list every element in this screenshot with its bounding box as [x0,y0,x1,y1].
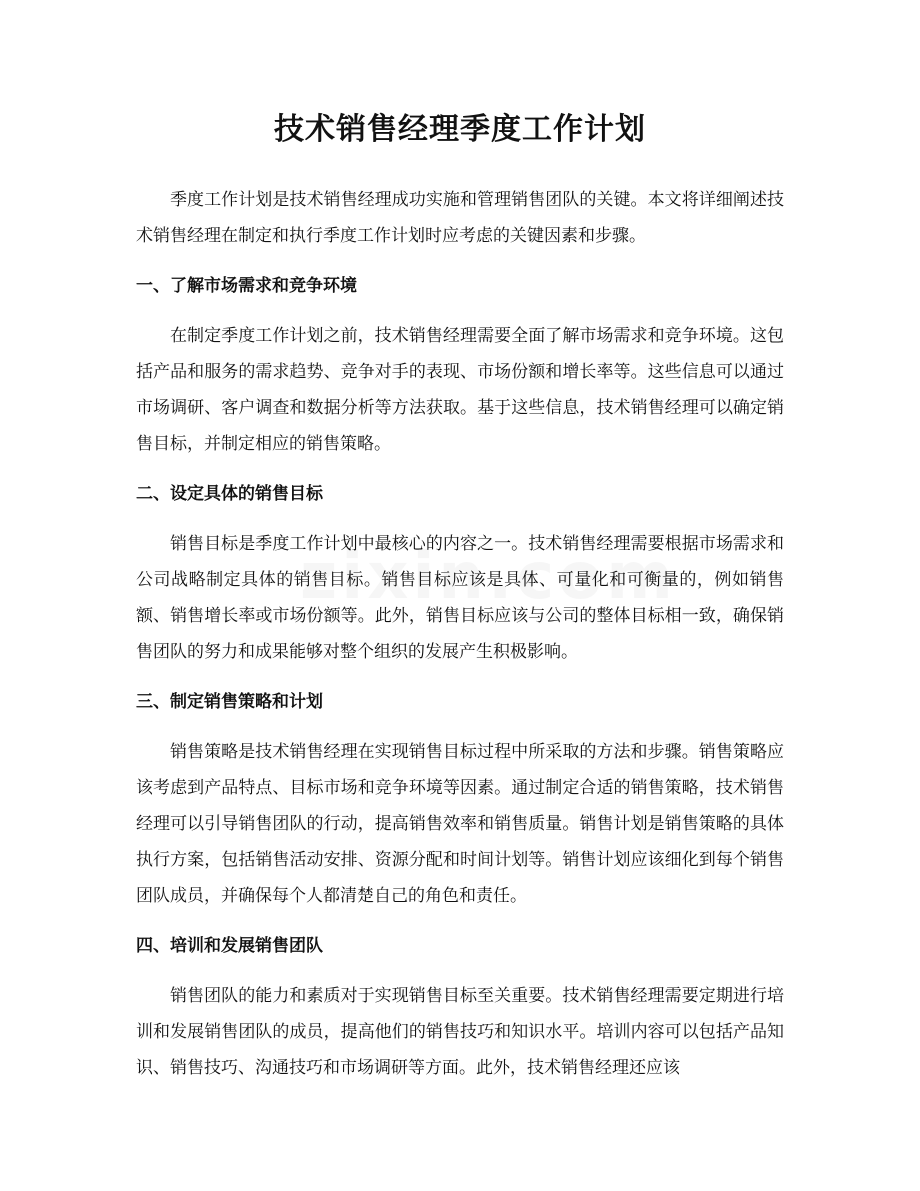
document-body [136,182,784,1086]
section-paragraph-3: 销售策略是技术销售经理在实现销售目标过程中所采取的方法和步骤。销售策略应该考虑到产品特点、目标市场和竞争环境等因素。通过制定合适的销售策略，技术销售经理可以引导销售团队的行动，提高销售效率和销售质量。销售计划是销售策略的具体执行方案，包括销售活动安排、资源分配和时间计划等。销售计划应该细化到每个销售团队成员，并确保每个人都清楚自己的角色和责任。 [136,742,784,906]
section-heading-2: 二、设定具体的销售目标 [136,484,323,504]
section-heading-3: 三、制定销售策略和计划 [136,692,323,712]
section-paragraph-1: 在制定季度工作计划之前，技术销售经理需要全面了解市场需求和竞争环境。这包括产品和服务的需求趋势、竞争对手的表现、市场份额和增长率等。这些信息可以通过市场调研、客户调查和数据分析等方法获取。基于这些信息，技术销售经理可以确定销售目标，并制定相应的销售策略。 [136,326,784,454]
intro-paragraph: 季度工作计划是技术销售经理成功实施和管理销售团队的关键。本文将详细阐述技术销售经理在制定和执行季度工作计划时应考虑的关键因素和步骤。 [136,190,784,246]
section-paragraph-4: 销售团队的能力和素质对于实现销售目标至关重要。技术销售经理需要定期进行培训和发展销售团队的成员，提高他们的销售技巧和知识水平。培训内容可以包括产品知识、销售技巧、沟通技巧和市场调研等方面。此外，技术销售经理还应该 [136,986,784,1078]
page-title: 技术销售经理季度工作计划 [274,112,646,147]
section-paragraph-2: 销售目标是季度工作计划中最核心的内容之一。技术销售经理需要根据市场需求和公司战略制定具体的销售目标。销售目标应该是具体、可量化和可衡量的，例如销售额、销售增长率或市场份额等。此外，销售目标应该与公司的整体目标相一致，确保销售团队的努力和成果能够对整个组织的发展产生积极影响。 [136,534,784,662]
section-heading-4: 四、培训和发展销售团队 [136,936,323,956]
section-heading-1: 一、了解市场需求和竞争环境 [136,276,357,296]
